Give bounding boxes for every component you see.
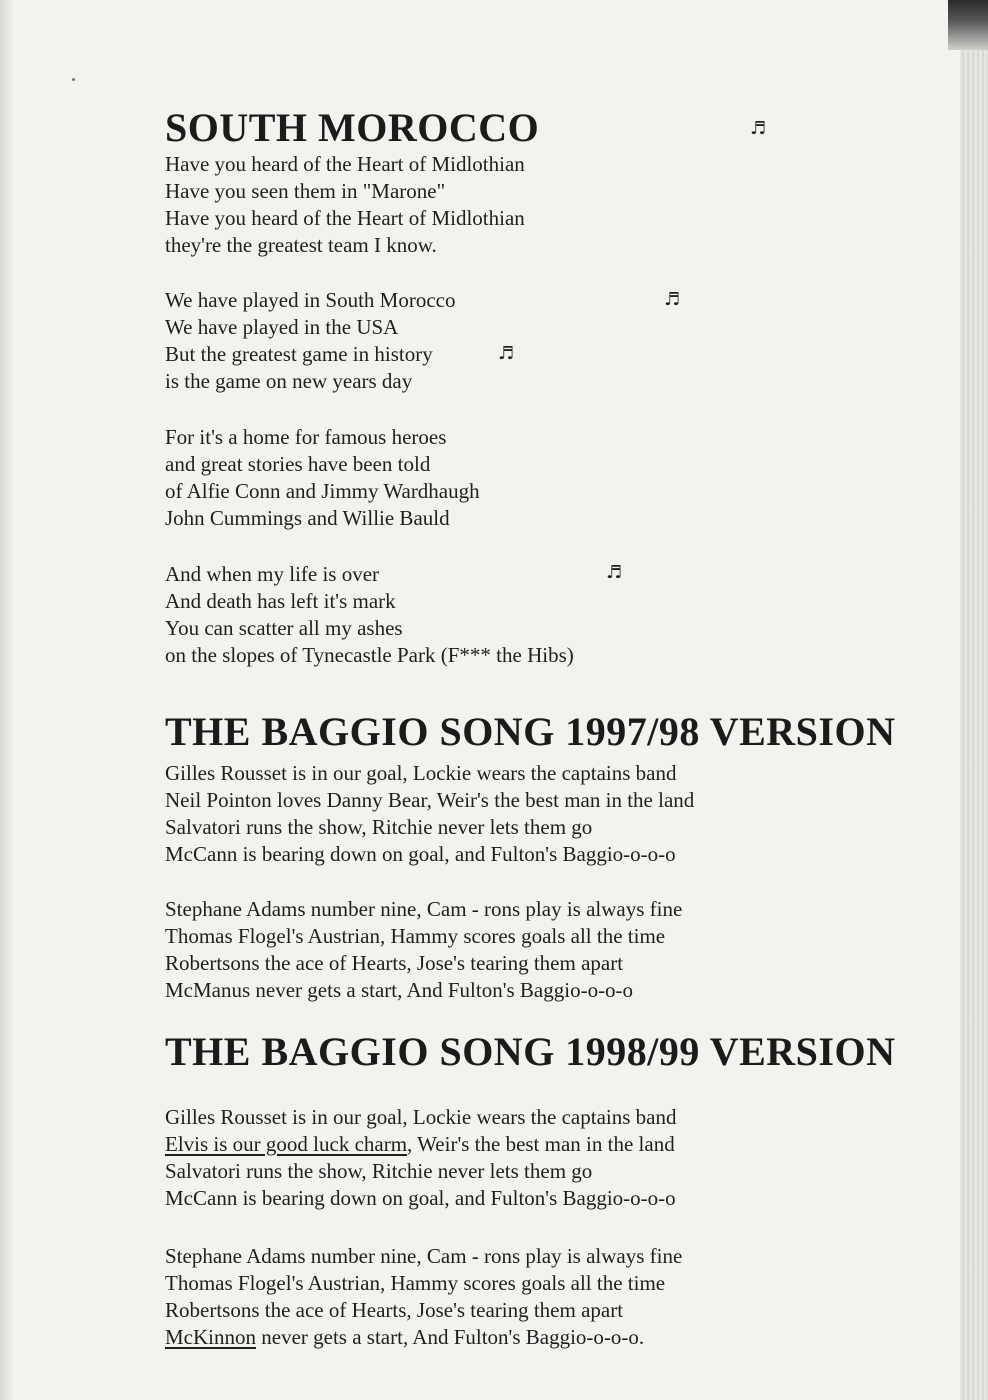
page-edges — [960, 0, 988, 1400]
lyric-line: John Cummings and Willie Bauld — [165, 506, 450, 530]
lyric-line: Salvatori runs the show, Ritchie never lets them go — [165, 815, 593, 839]
lyric-line: We have played in South Morocco — [165, 288, 456, 312]
lyric-line: of Alfie Conn and Jimmy Wardhaugh — [165, 479, 480, 503]
lyric-line: McCann is bearing down on goal, and Fulton's Baggio-o-o-o — [165, 1186, 676, 1210]
lyric-line: is the game on new years day — [165, 369, 413, 393]
lyric-line: And death has left it's mark — [165, 589, 396, 613]
music-note-icon: ♬ — [664, 289, 681, 310]
lyric-line: Gilles Rousset is in our goal, Lockie wears the captains band — [165, 761, 677, 785]
lyric-line: Have you heard of the Heart of Midlothian — [165, 206, 525, 230]
lyric-line: Thomas Flogel's Austrian, Hammy scores goals all the time — [165, 924, 666, 948]
lyric-line: they're the greatest team I know. — [165, 233, 437, 257]
lyric-line: Gilles Rousset is in our goal, Lockie wears the captains band — [165, 1105, 677, 1129]
lyric-line: Stephane Adams number nine, Cam - rons play is always fine — [165, 897, 683, 921]
lyric-line: on the slopes of Tynecastle Park (F*** the Hibs) — [165, 643, 574, 667]
lyric-line-rest: , Weir's the best man in the land — [407, 1132, 675, 1156]
section-title-baggio-1997-98: THE BAGGIO SONG 1997/98 VERSION — [165, 709, 896, 754]
music-note-icon: ♬ — [750, 118, 767, 139]
lyric-line: Neil Pointon loves Danny Bear, Weir's the best man in the land — [165, 788, 695, 812]
lyric-line: Robertsons the ace of Hearts, Jose's tearing them apart — [165, 951, 624, 975]
underlined-phrase: Elvis is our good luck charm — [165, 1132, 408, 1156]
lyric-line: Salvatori runs the show, Ritchie never lets them go — [165, 1159, 593, 1183]
lyric-line: Have you heard of the Heart of Midlothian — [165, 152, 525, 176]
lyric-line: McManus never gets a start, And Fulton's Baggio-o-o-o — [165, 978, 634, 1002]
music-note-icon: ♬ — [498, 343, 515, 364]
lyric-line-rest: never gets a start, And Fulton's Baggio-o-o-o. — [256, 1325, 645, 1349]
underlined-name: McKinnon — [165, 1325, 256, 1349]
section-title-baggio-1998-99: THE BAGGIO SONG 1998/99 VERSION — [165, 1029, 896, 1074]
lyric-line — [165, 1131, 675, 1158]
lyric-line: McCann is bearing down on goal, and Fulton's Baggio-o-o-o — [165, 842, 676, 866]
lyric-line: and great stories have been told — [165, 452, 431, 476]
lyric-line: Stephane Adams number nine, Cam - rons play is always fine — [165, 1244, 683, 1268]
lyric-line — [165, 1324, 644, 1351]
lyric-line: But the greatest game in history — [165, 342, 433, 366]
music-note-icon: ♬ — [606, 562, 623, 583]
lyric-line: We have played in the USA — [165, 315, 399, 339]
lyric-line: You can scatter all my ashes — [165, 616, 403, 640]
lyric-line: Thomas Flogel's Austrian, Hammy scores goals all the time — [165, 1271, 666, 1295]
section-title-south-morocco: SOUTH MOROCCO — [165, 105, 540, 150]
lyric-line: Robertsons the ace of Hearts, Jose's tearing them apart — [165, 1298, 624, 1322]
lyric-line: Have you seen them in "Marone" — [165, 179, 446, 203]
lyric-line: For it's a home for famous heroes — [165, 425, 447, 449]
lyric-line: And when my life is over — [165, 562, 380, 586]
